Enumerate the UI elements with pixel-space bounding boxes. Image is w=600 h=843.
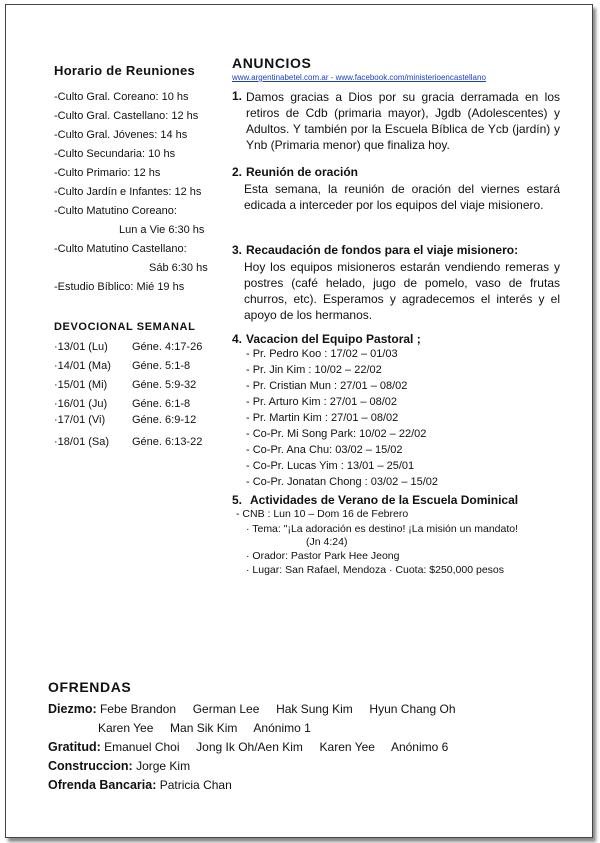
- devotional-reference: Géne. 4:17-26: [132, 341, 203, 353]
- devotional-reference: Géne. 6:13-22: [132, 436, 203, 448]
- activity-place-fee: · Lugar: San Rafael, Mendoza · Cuota: $250,000 pesos: [246, 564, 504, 576]
- devotional-reference: Géne. 6:9-12: [132, 414, 197, 426]
- tithe-row: [48, 702, 456, 716]
- construction-names: Jorge Kim: [136, 759, 191, 773]
- activity-theme: · Tema: "¡La adoración es destino! ¡La misión un mandato!: [246, 523, 519, 535]
- announcement-text: Hoy los equipos misioneros estarán vendiendo remeras y postres (café helado, jugo de pomelo, vaso de frutas churros, etc). Esperamos y agradecemos el interés y el apoyo de los hermanos.: [244, 260, 560, 322]
- gratitude-label: Gratitud:: [48, 740, 101, 754]
- construction-row: [48, 759, 190, 773]
- announcement-title: Vacacion del Equipo Pastoral ;: [246, 332, 421, 346]
- gratitude-names: Emanuel Choi Jong Ik Oh/Aen Kim Karen Yee Anónimo 6: [104, 740, 449, 754]
- schedule-item: Lun a Vie 6:30 hs: [119, 224, 205, 236]
- vacation-item: - Co-Pr. Ana Chu: 03/02 – 15/02: [246, 444, 403, 456]
- announcement-number: 1.: [232, 89, 243, 103]
- vacation-item: - Co-Pr. Mi Song Park: 10/02 – 22/02: [246, 428, 427, 440]
- vacation-item: - Pr. Arturo Kim : 27/01 – 08/02: [246, 396, 398, 408]
- vacation-item: - Pr. Martin Kim : 27/01 – 08/02: [246, 412, 399, 424]
- announcement-title: Reunión de oración: [246, 165, 359, 179]
- vacation-item: - Pr. Jin Kim : 10/02 – 22/02: [246, 364, 382, 376]
- bulletin-page: [5, 4, 593, 838]
- vacation-item: - Pr. Cristian Mun : 27/01 – 08/02: [246, 380, 408, 392]
- activity-theme-ref: (Jn 4:24): [306, 536, 348, 548]
- bank-offering-label: Ofrenda Bancaria:: [48, 778, 157, 792]
- schedule-item: -Culto Jardín e Infantes: 12 hs: [54, 186, 202, 198]
- tithe-label: Diezmo:: [48, 702, 97, 716]
- bank-offering-row: [48, 778, 232, 792]
- devotional-title: DEVOCIONAL SEMANAL: [54, 321, 196, 333]
- website-link[interactable]: www.argentinabetel.com.ar: [232, 73, 329, 82]
- schedule-item: -Culto Matutino Castellano:: [54, 243, 187, 255]
- tithe-names: Febe Brandon German Lee Hak Sung Kim Hyun Chang Oh: [99, 702, 456, 716]
- announcement-title: Actividades de Verano de la Escuela Dominical: [250, 493, 519, 507]
- announcement-text: Damos gracias a Dios por su gracia derramada en los retiros de Cdb (primaria mayor), Jgdb (Adolescentes) y Adultos. Y también por la Escuela Bíblica de Ycb (jardín) y Ynb (Primaria menor) que finaliza hoy.: [246, 90, 560, 152]
- schedule-item: -Culto Matutino Coreano:: [54, 205, 177, 217]
- devotional-reference: Géne. 5:9-32: [132, 379, 197, 391]
- announcement-number: 5.: [232, 493, 243, 507]
- schedule-item: -Culto Gral. Coreano: 10 hs: [54, 91, 189, 103]
- links-line: [232, 73, 486, 82]
- facebook-link[interactable]: www.facebook.com/ministerioencastellano: [335, 73, 486, 82]
- devotional-date: ·15/01 (Mi): [54, 379, 108, 391]
- activity-speaker: · Orador: Pastor Park Hee Jeong: [246, 550, 400, 562]
- devotional-reference: Géne. 5:1-8: [132, 360, 191, 372]
- vacation-item: - Co-Pr. Jonatan Chong : 03/02 – 15/02: [246, 476, 439, 488]
- announcement-number: 3.: [232, 243, 243, 257]
- schedule-item: -Culto Gral. Castellano: 12 hs: [54, 110, 199, 122]
- schedule-item: -Culto Gral. Jóvenes: 14 hs: [54, 129, 188, 141]
- announcement-text: Esta semana, la reunión de oración del viernes estará edicada a interceder por los equipos del viaje misionero.: [244, 182, 560, 212]
- announcement-title: Recaudación de fondos para el viaje misionero:: [246, 243, 519, 257]
- schedule-item: -Culto Secundaria: 10 hs: [54, 148, 176, 160]
- activity-dates: - CNB : Lun 10 – Dom 16 de Febrero: [236, 508, 409, 520]
- devotional-date: ·13/01 (Lu): [54, 341, 108, 353]
- gratitude-row: [48, 740, 448, 754]
- announcement-number: 4.: [232, 332, 243, 346]
- schedule-title: Horario de Reuniones: [54, 63, 196, 78]
- devotional-date: ·17/01 (Vi): [54, 414, 106, 426]
- construction-label: Construccion:: [48, 759, 133, 773]
- bank-offering-names: Patricia Chan: [159, 778, 232, 792]
- link-separator: -: [328, 73, 336, 82]
- schedule-item: -Estudio Bíblico: Mié 19 hs: [54, 281, 185, 293]
- schedule-item: Sáb 6:30 hs: [149, 262, 208, 274]
- devotional-date: ·14/01 (Ma): [54, 360, 111, 372]
- announcement-number: 2.: [232, 165, 243, 179]
- tithe-names-continued: Karen Yee Man Sik Kim Anónimo 1: [98, 721, 311, 735]
- devotional-date: ·16/01 (Ju): [54, 398, 108, 410]
- devotional-reference: Géne. 6:1-8: [132, 398, 191, 410]
- offerings-title: OFRENDAS: [48, 679, 132, 695]
- vacation-item: - Pr. Pedro Koo : 17/02 – 01/03: [246, 348, 398, 360]
- devotional-date: ·18/01 (Sa): [54, 436, 110, 448]
- announcements-title: ANUNCIOS: [232, 55, 312, 71]
- schedule-item: -Culto Primario: 12 hs: [54, 167, 161, 179]
- vacation-item: - Co-Pr. Lucas Yim : 13/01 – 25/01: [246, 460, 415, 472]
